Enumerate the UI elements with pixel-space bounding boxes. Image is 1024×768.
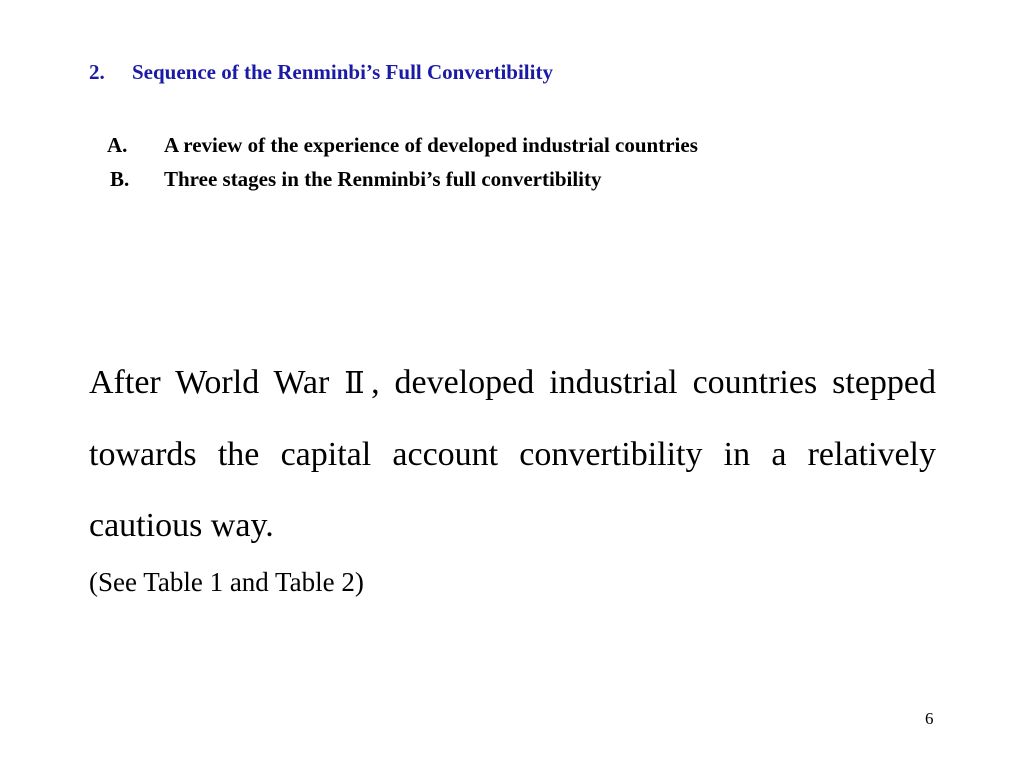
table-reference-note: (See Table 1 and Table 2) bbox=[89, 567, 364, 597]
outline-marker: B. bbox=[110, 167, 130, 191]
body-text-start: After World War bbox=[89, 364, 345, 401]
outline-list bbox=[107, 128, 698, 196]
outline-marker: A. bbox=[107, 133, 128, 157]
outline-item-b bbox=[107, 162, 698, 196]
outline-text: A review of the experience of developed industrial countries bbox=[164, 133, 698, 157]
page-number: 6 bbox=[925, 709, 934, 728]
section-heading bbox=[89, 60, 553, 85]
body-text-rest: , developed industrial countries stepped towards the capital account convertibility in a relatively cautious way. bbox=[89, 364, 936, 544]
roman-numeral: Ⅱ bbox=[344, 366, 372, 401]
section-number: 2. bbox=[89, 60, 105, 84]
section-title: Sequence of the Renminbi’s Full Convertibility bbox=[132, 60, 553, 84]
body-paragraph bbox=[89, 347, 936, 561]
outline-item-a bbox=[107, 128, 698, 162]
outline-text: Three stages in the Renminbi’s full convertibility bbox=[164, 167, 602, 191]
